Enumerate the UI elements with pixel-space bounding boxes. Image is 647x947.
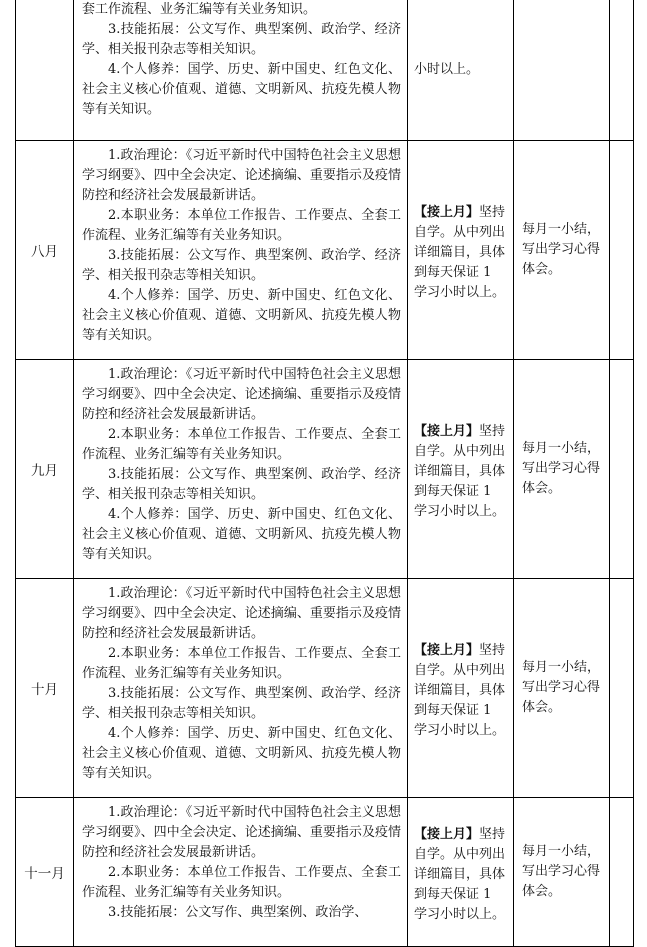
content-item: 1.政治理论：《习近平新时代中国特色社会主义思想学习纲要》、四中全会决定、论述摘编、重要指示及疫情防控和经济社会发展最新讲话。	[82, 367, 401, 422]
content-item: 2.本职业务：本单位工作报告、工作要点、全套工作流程、业务汇编等有关业务知识。	[82, 208, 401, 243]
summary-cell	[514, 0, 610, 141]
note-cell	[610, 0, 634, 141]
summary-cell: 每月一小结，写出学习心得体会。	[514, 798, 610, 947]
table-row-november	[16, 798, 634, 947]
summary-cell: 每月一小结，写出学习心得体会。	[514, 579, 610, 798]
summary-cell: 每月一小结，写出学习心得体会。	[514, 141, 610, 360]
content-item: 1.政治理论：《习近平新时代中国特色社会主义思想学习纲要》、四中全会决定、论述摘编、重要指示及疫情防控和经济社会发展最新讲话。	[82, 586, 401, 641]
content-item: 4.个人修养：国学、历史、新中国史、红色文化、社会主义核心价值观、道德、文明新风、抗疫先模人物等有关知识。	[82, 288, 401, 343]
content-item: 2.本职业务：本单位工作报告、工作要点、全套工作流程、业务汇编等有关业务知识。	[82, 865, 401, 900]
note-cell	[610, 141, 634, 360]
method-cell	[408, 141, 514, 360]
content-item: 2.本职业务：本单位工作报告、工作要点、全套工作流程、业务汇编等有关业务知识。	[82, 646, 401, 681]
content-item: 3.技能拓展：公文写作、典型案例、政治学、	[108, 905, 368, 920]
month-cell: 十一月	[16, 798, 74, 947]
method-bold-label: 【接上月】	[414, 826, 480, 842]
content-item: 4.个人修养：国学、历史、新中国史、红色文化、社会主义核心价值观、道德、文明新风、抗疫先模人物等有关知识。	[82, 62, 401, 117]
content-cell	[74, 141, 408, 360]
method-cell	[408, 0, 514, 141]
content-cell	[74, 0, 408, 141]
table-row-august	[16, 141, 634, 360]
content-item: 4.个人修养：国学、历史、新中国史、红色文化、社会主义核心价值观、道德、文明新风、抗疫先模人物等有关知识。	[82, 726, 401, 781]
summary-cell: 每月一小结，写出学习心得体会。	[514, 360, 610, 579]
note-cell	[610, 798, 634, 947]
method-bold-label: 【接上月】	[414, 642, 480, 658]
method-text: 坚持自学。从中列出详细篇目，具体到每天保证 1 学习小时以上。	[414, 423, 506, 519]
content-cell	[74, 798, 408, 947]
method-text: 坚持自学。从中列出详细篇目，具体到每天保证 1 学习小时以上。	[414, 826, 506, 922]
table-row-continued	[16, 0, 634, 141]
note-cell	[610, 579, 634, 798]
content-item: 3.技能拓展：公文写作、典型案例、政治学、经济学、相关报刊杂志等相关知识。	[82, 248, 401, 283]
method-bold-label: 【接上月】	[414, 204, 480, 220]
month-cell: 九月	[16, 360, 74, 579]
month-cell: 八月	[16, 141, 74, 360]
note-cell	[610, 360, 634, 579]
content-item: 1.政治理论：《习近平新时代中国特色社会主义思想学习纲要》、四中全会决定、论述摘编、重要指示及疫情防控和经济社会发展最新讲话。	[82, 805, 401, 860]
content-item: 4.个人修养：国学、历史、新中国史、红色文化、社会主义核心价值观、道德、文明新风、抗疫先模人物等有关知识。	[82, 507, 401, 562]
month-cell	[16, 0, 74, 141]
content-item: 1.政治理论：《习近平新时代中国特色社会主义思想学习纲要》、四中全会决定、论述摘编、重要指示及疫情防控和经济社会发展最新讲话。	[82, 148, 401, 203]
month-cell: 十月	[16, 579, 74, 798]
method-cell	[408, 360, 514, 579]
content-item: 2.本职业务：本单位工作报告、工作要点、全套工作流程、业务汇编等有关业务知识。	[82, 427, 401, 462]
study-plan-table	[15, 0, 634, 947]
content-item: 3.技能拓展：公文写作、典型案例、政治学、经济学、相关报刊杂志等相关知识。	[82, 467, 401, 502]
method-cell	[408, 579, 514, 798]
content-item: 3.技能拓展：公文写作、典型案例、政治学、经济学、相关报刊杂志等相关知识。	[82, 22, 401, 57]
content-item: 3.技能拓展：公文写作、典型案例、政治学、经济学、相关报刊杂志等相关知识。	[82, 686, 401, 721]
content-item: 套工作流程、业务汇编等有关业务知识。	[82, 2, 317, 17]
method-text: 坚持自学。从中列出详细篇目，具体到每天保证 1 学习小时以上。	[414, 642, 506, 738]
content-cell	[74, 579, 408, 798]
table-row-september	[16, 360, 634, 579]
table-row-october	[16, 579, 634, 798]
method-text: 小时以上。	[414, 62, 480, 77]
method-text: 坚持自学。从中列出详细篇目，具体到每天保证 1 学习小时以上。	[414, 204, 506, 300]
content-cell	[74, 360, 408, 579]
method-cell	[408, 798, 514, 947]
method-bold-label: 【接上月】	[414, 423, 480, 439]
